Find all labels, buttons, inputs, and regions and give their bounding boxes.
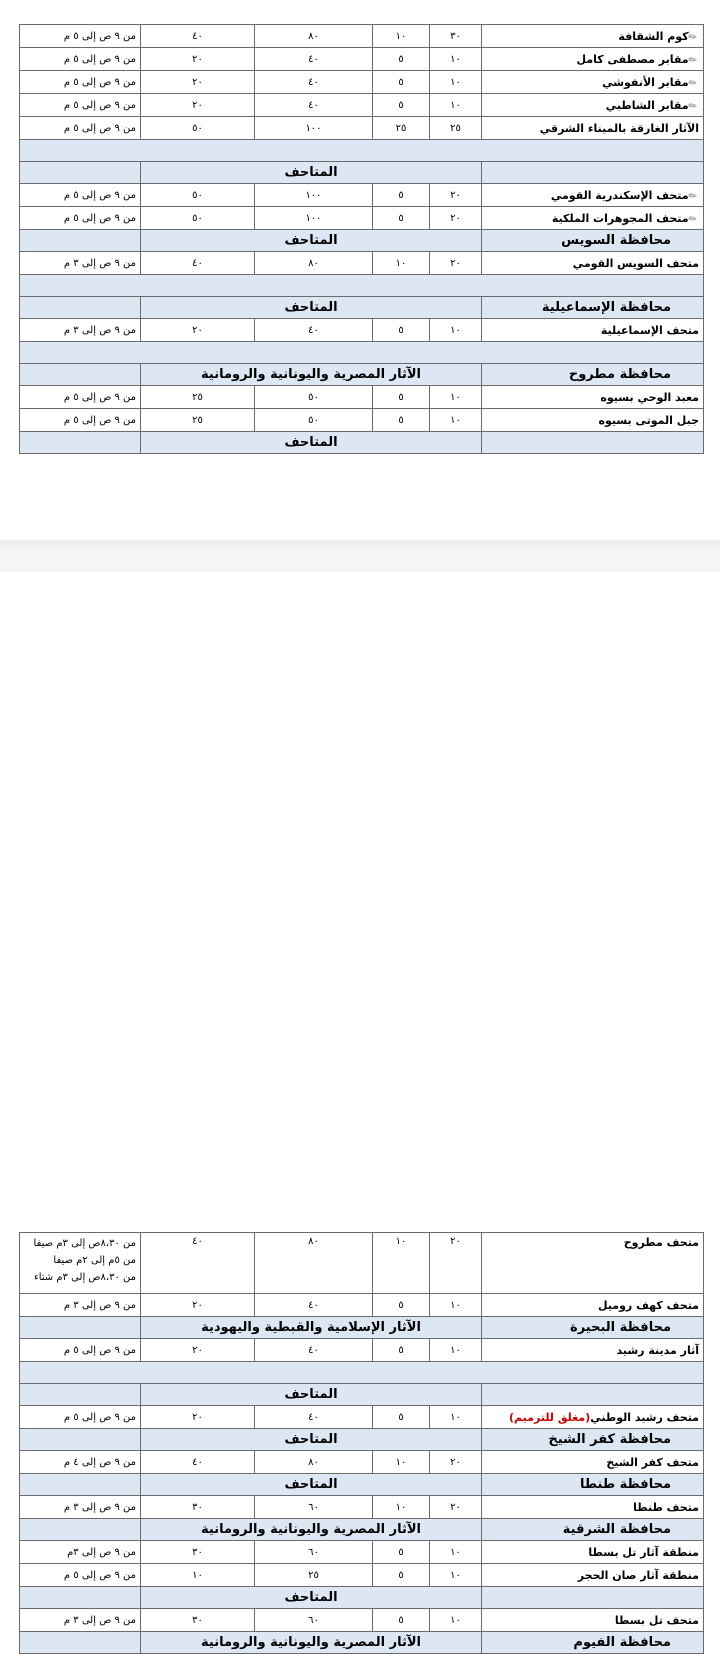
empty-cell (20, 1317, 141, 1339)
governorate-label (482, 432, 704, 454)
price-cell: ٥٠ (255, 409, 373, 432)
site-name-cell (482, 71, 704, 94)
opening-hours-cell: من ٩ ص إلى ٣ م (20, 1294, 141, 1317)
governorate-label: محافظة السويس (482, 230, 704, 252)
empty-cell (20, 432, 141, 454)
site-name: كوم الشقافة (618, 29, 689, 43)
governorate-label: محافظة الفيوم (482, 1632, 704, 1654)
site-name: متحف الإسكندرية القومي (550, 188, 689, 202)
empty-cell (20, 1362, 704, 1384)
table-row (20, 1609, 704, 1632)
paperclip-icon: ✎ (686, 30, 700, 44)
price-cell: ٢٥ (373, 117, 430, 140)
price-cell: ٨٠ (255, 1451, 373, 1474)
site-name-cell (482, 1294, 704, 1317)
site-name-cell (482, 1609, 704, 1632)
price-cell: ٢٠ (430, 1451, 482, 1474)
site-name-cell (482, 207, 704, 230)
site-name: آثار مدينة رشيد (616, 1343, 699, 1357)
governorate-label (482, 1587, 704, 1609)
empty-cell (20, 1632, 141, 1654)
table-row (20, 48, 704, 71)
price-cell: ٢٠ (141, 71, 255, 94)
site-name-cell (482, 48, 704, 71)
price-cell: ١٠ (430, 409, 482, 432)
site-name-cell (482, 25, 704, 48)
paperclip-icon: ✎ (686, 76, 700, 90)
site-name-cell (482, 409, 704, 432)
opening-hours-cell: من ٩ ص إلى ٤ م (20, 1451, 141, 1474)
site-name-cell (482, 1233, 704, 1294)
table-row (20, 409, 704, 432)
price-cell: ١٠ (430, 1609, 482, 1632)
price-cell: ٥ (373, 319, 430, 342)
section-header-row (20, 1474, 704, 1496)
section-header-row (20, 297, 704, 319)
price-cell: ١٠ (430, 71, 482, 94)
governorate-label (482, 162, 704, 184)
category-label: المتاحف (141, 230, 482, 252)
section-header-row (20, 230, 704, 252)
site-name: متحف تل بسطا (614, 1613, 699, 1627)
price-cell: ٨٠ (255, 1233, 373, 1294)
price-cell: ٥٠ (141, 184, 255, 207)
price-cell: ٢٠ (141, 1339, 255, 1362)
price-cell: ٢٥ (430, 117, 482, 140)
site-name: مقابر الأنفوشي (602, 75, 689, 89)
table-row (20, 319, 704, 342)
price-cell: ١٠٠ (255, 207, 373, 230)
site-name-cell (482, 1564, 704, 1587)
opening-hours-cell: من ٩ ص إلى ٣ م (20, 1496, 141, 1519)
price-cell: ٤٠ (255, 48, 373, 71)
governorate-label: محافظة البحيرة (482, 1317, 704, 1339)
price-cell: ٥ (373, 1564, 430, 1587)
table-row (20, 25, 704, 48)
price-cell: ١٠ (430, 319, 482, 342)
price-cell: ٤٠ (255, 94, 373, 117)
section-header-row (20, 432, 704, 454)
price-cell: ٢٥ (141, 409, 255, 432)
governorate-label: محافظة كفر الشيخ (482, 1429, 704, 1451)
site-name-cell (482, 1496, 704, 1519)
price-cell: ٥ (373, 207, 430, 230)
governorate-label (482, 1384, 704, 1406)
opening-hours-cell (20, 1233, 141, 1294)
governorate-label: محافظة الإسماعيلية (482, 297, 704, 319)
price-cell: ٨٠ (255, 252, 373, 275)
opening-hours-cell: من ٩ ص إلى ٥ م (20, 184, 141, 207)
site-name: مقابر الشاطبي (605, 98, 689, 112)
spacer-row (20, 140, 704, 162)
spacer-row (20, 342, 704, 364)
price-cell: ٥ (373, 1406, 430, 1429)
category-label: المتاحف (141, 1587, 482, 1609)
page-separator (0, 540, 720, 572)
price-cell: ٥٠ (141, 117, 255, 140)
closure-note: (مغلق للترميم) (509, 1410, 591, 1424)
price-cell: ١٠٠ (255, 117, 373, 140)
site-name-cell (482, 94, 704, 117)
site-name-cell (482, 319, 704, 342)
price-cell: ٦٠ (255, 1609, 373, 1632)
site-name-cell (482, 1541, 704, 1564)
table-row (20, 1294, 704, 1317)
price-cell: ٢٥ (255, 1564, 373, 1587)
price-cell: ١٠ (373, 1496, 430, 1519)
opening-hours-cell: من ٩ ص إلى ٥ م (20, 71, 141, 94)
price-cell: ٢٠ (430, 252, 482, 275)
price-cell: ٢٥ (141, 386, 255, 409)
price-cell: ٥ (373, 48, 430, 71)
category-label: المتاحف (141, 162, 482, 184)
site-name: متحف طنطا (633, 1500, 699, 1514)
table-row (20, 386, 704, 409)
site-name: منطقة آثار تل بسطا (588, 1545, 699, 1559)
site-name: جبل الموتى بسيوه (598, 413, 699, 427)
category-label: المتاحف (141, 1474, 482, 1496)
paperclip-icon: ✎ (686, 212, 700, 226)
price-cell: ٢٠ (430, 1496, 482, 1519)
price-cell: ٥ (373, 184, 430, 207)
price-cell: ٥ (373, 94, 430, 117)
site-name: متحف رشيد الوطني (590, 1410, 699, 1424)
site-name-cell (482, 117, 704, 140)
ticket-prices-table-2 (19, 1232, 704, 1654)
empty-cell (20, 342, 704, 364)
table-row (20, 207, 704, 230)
opening-hours-cell: من ٩ ص إلى ٣ م (20, 252, 141, 275)
section-header-row (20, 364, 704, 386)
opening-hours-cell: من ٩ ص إلى ٥ م (20, 94, 141, 117)
site-name: متحف كهف روميل (597, 1298, 699, 1312)
opening-hours-line: من ٨،٣٠ص إلى ٣م صيفا (33, 1238, 136, 1249)
opening-hours-cell: من ٩ ص إلى ٥ م (20, 25, 141, 48)
table-row (20, 1541, 704, 1564)
site-name: مقابر مصطفى كامل (576, 52, 689, 66)
opening-hours-line: من ٥م إلى ٢م صيفا (53, 1255, 136, 1266)
opening-hours-cell: من ٩ ص إلى ٥ م (20, 1406, 141, 1429)
opening-hours-cell: من ٩ ص إلى ٥ م (20, 1339, 141, 1362)
site-name: متحف مطروح (623, 1236, 699, 1249)
governorate-label: محافظة طنطا (482, 1474, 704, 1496)
price-cell: ٢٠ (141, 94, 255, 117)
price-cell: ٢٠ (141, 319, 255, 342)
price-cell: ٣٠ (141, 1609, 255, 1632)
price-cell: ١٠ (373, 252, 430, 275)
price-cell: ٥ (373, 1294, 430, 1317)
empty-cell (20, 364, 141, 386)
price-cell: ٤٠ (141, 1233, 255, 1294)
table-row (20, 1496, 704, 1519)
document-page-2 (0, 572, 720, 1650)
category-label: المتاحف (141, 432, 482, 454)
price-cell: ١٠ (430, 1294, 482, 1317)
table-row (20, 184, 704, 207)
price-cell: ٥٠ (255, 386, 373, 409)
empty-cell (20, 1519, 141, 1541)
price-cell: ٢٠ (141, 1294, 255, 1317)
site-name-cell (482, 252, 704, 275)
price-cell: ٥٠ (141, 207, 255, 230)
category-label: الآثار المصرية واليونانية والرومانية (141, 1632, 482, 1654)
site-name-cell (482, 184, 704, 207)
ticket-prices-table-1 (19, 24, 704, 454)
price-cell: ٥ (373, 409, 430, 432)
empty-cell (20, 230, 141, 252)
price-cell: ٥ (373, 386, 430, 409)
price-cell: ٣٠ (430, 25, 482, 48)
governorate-label: محافظة الشرقية (482, 1519, 704, 1541)
category-label: المتاحف (141, 1384, 482, 1406)
price-cell: ١٠ (373, 25, 430, 48)
price-cell: ٢٠ (430, 184, 482, 207)
spacer-row (20, 1362, 704, 1384)
price-cell: ١٠ (430, 48, 482, 71)
price-cell: ٤٠ (255, 1294, 373, 1317)
document-page-1 (0, 0, 720, 540)
section-header-row (20, 1384, 704, 1406)
section-header-row (20, 1429, 704, 1451)
section-header-row (20, 162, 704, 184)
empty-cell (20, 1429, 141, 1451)
section-header-row (20, 1587, 704, 1609)
section-header-row (20, 1317, 704, 1339)
site-name: متحف الإسماعيلية (600, 323, 699, 337)
paperclip-icon: ✎ (686, 53, 700, 67)
price-cell: ١٠ (430, 386, 482, 409)
price-cell: ١٠٠ (255, 184, 373, 207)
table-row (20, 252, 704, 275)
empty-cell (20, 1474, 141, 1496)
table-row (20, 1406, 704, 1429)
price-cell: ٢٠ (141, 1406, 255, 1429)
category-label: الآثار المصرية واليونانية والرومانية (141, 1519, 482, 1541)
table-row (20, 117, 704, 140)
site-name-cell (482, 1451, 704, 1474)
empty-cell (20, 297, 141, 319)
spacer-row (20, 275, 704, 297)
table-row (20, 1233, 704, 1294)
price-cell: ١٠ (141, 1564, 255, 1587)
price-cell: ٥ (373, 1339, 430, 1362)
site-name: متحف المجوهرات الملكية (551, 211, 689, 225)
opening-hours-cell: من ٩ ص إلى ٥ م (20, 1564, 141, 1587)
category-label: الآثار المصرية واليونانية والرومانية (141, 364, 482, 386)
paperclip-icon: ✎ (686, 189, 700, 203)
table-row (20, 94, 704, 117)
price-cell: ٢٠ (430, 207, 482, 230)
price-cell: ٦٠ (255, 1496, 373, 1519)
price-cell: ٨٠ (255, 25, 373, 48)
price-cell: ٣٠ (141, 1541, 255, 1564)
price-cell: ١٠ (430, 1406, 482, 1429)
category-label: المتاحف (141, 1429, 482, 1451)
price-cell: ٦٠ (255, 1541, 373, 1564)
price-cell: ٥ (373, 1609, 430, 1632)
price-cell: ٤٠ (255, 319, 373, 342)
price-cell: ٤٠ (141, 1451, 255, 1474)
price-cell: ١٠ (430, 1564, 482, 1587)
price-cell: ٥ (373, 1541, 430, 1564)
site-name: منطقة آثار صان الحجر (577, 1568, 699, 1582)
site-name-cell (482, 1339, 704, 1362)
price-cell: ٣٠ (141, 1496, 255, 1519)
site-name: معبد الوحي بسيوه (600, 390, 699, 404)
site-name: الآثار الغارقة بالميناء الشرقي (539, 121, 699, 135)
site-name: متحف كفر الشيخ (606, 1455, 699, 1469)
table-row (20, 1451, 704, 1474)
empty-cell (20, 1384, 141, 1406)
opening-hours-cell: من ٩ ص إلى ٥ م (20, 117, 141, 140)
price-cell: ٤٠ (141, 252, 255, 275)
opening-hours-cell: من ٩ ص إلى ٣م (20, 1541, 141, 1564)
price-cell: ٤٠ (255, 1406, 373, 1429)
table-row (20, 71, 704, 94)
price-cell: ١٠ (373, 1233, 430, 1294)
opening-hours-cell: من ٩ ص إلى ٥ م (20, 48, 141, 71)
price-cell: ٥ (373, 71, 430, 94)
section-header-row (20, 1519, 704, 1541)
section-header-row (20, 1632, 704, 1654)
price-cell: ٤٠ (255, 71, 373, 94)
site-name: متحف السويس القومي (572, 256, 699, 270)
table-row (20, 1564, 704, 1587)
empty-cell (20, 162, 141, 184)
opening-hours-line: من ٨،٣٠ص إلى ٣م شتاء (34, 1272, 136, 1283)
price-cell: ١٠ (430, 1541, 482, 1564)
opening-hours-cell: من ٩ ص إلى ٣ م (20, 1609, 141, 1632)
price-cell: ٢٠ (141, 48, 255, 71)
table-row (20, 1339, 704, 1362)
site-name-cell (482, 386, 704, 409)
governorate-label: محافظة مطروح (482, 364, 704, 386)
paperclip-icon: ✎ (686, 99, 700, 113)
opening-hours-cell: من ٩ ص إلى ٥ م (20, 386, 141, 409)
empty-cell (20, 140, 704, 162)
price-cell: ٤٠ (141, 25, 255, 48)
price-cell: ١٠ (430, 1339, 482, 1362)
site-name-cell (482, 1406, 704, 1429)
opening-hours-cell: من ٩ ص إلى ٥ م (20, 409, 141, 432)
empty-cell (20, 1587, 141, 1609)
price-cell: ٢٠ (430, 1233, 482, 1294)
category-label: المتاحف (141, 297, 482, 319)
price-cell: ١٠ (373, 1451, 430, 1474)
price-cell: ١٠ (430, 94, 482, 117)
price-cell: ٤٠ (255, 1339, 373, 1362)
empty-cell (20, 275, 704, 297)
category-label: الآثار الإسلامية والقبطية واليهودية (141, 1317, 482, 1339)
opening-hours-cell: من ٩ ص إلى ٥ م (20, 207, 141, 230)
opening-hours-cell: من ٩ ص إلى ٣ م (20, 319, 141, 342)
